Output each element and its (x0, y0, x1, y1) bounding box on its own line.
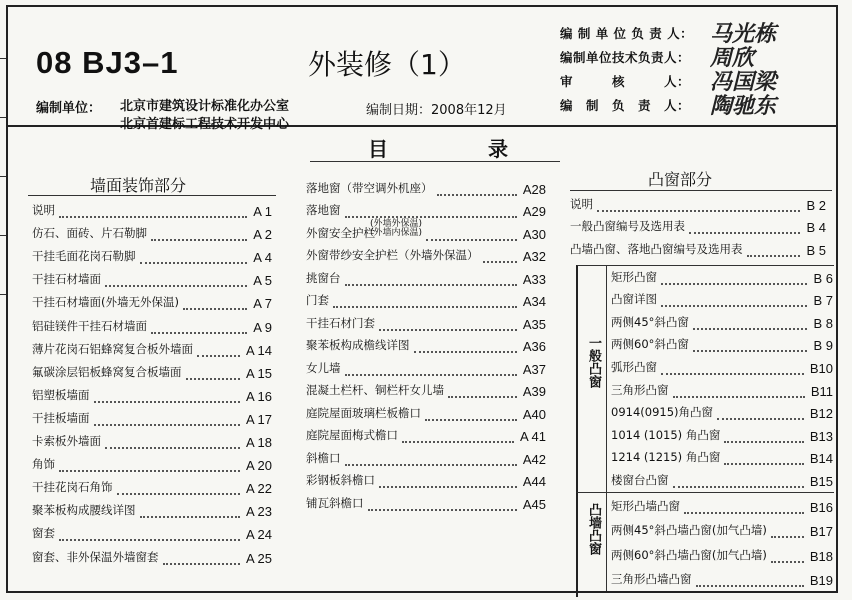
leader-dots (597, 209, 800, 212)
signature-row (560, 19, 830, 47)
unit-name-1: 北京市建筑设计标准化办公室 (120, 99, 290, 114)
toc-entry-title: 聚苯板构成腰线详图 (32, 503, 136, 518)
toc-entry-page: A 24 (245, 527, 272, 543)
toc-entry-page: A37 (522, 361, 546, 377)
leader-dots (59, 469, 240, 472)
handwritten-signature: 周欣 (710, 45, 755, 71)
leader-dots (483, 260, 517, 263)
toc-entry-title: 矩形凸窗 (611, 269, 657, 284)
toc-entry-title: 斜檐口 (306, 450, 341, 465)
toc-entry (306, 219, 546, 245)
toc-entry-title: 铝塑板墙面 (32, 387, 90, 402)
toc-entry-title: 说明 (32, 203, 55, 218)
signature-role: 编制单位技术负责人： (560, 50, 691, 65)
leader-dots (448, 395, 517, 398)
leader-dots (379, 485, 517, 488)
leader-dots (183, 307, 247, 310)
leader-dots (724, 462, 804, 465)
leader-dots (661, 282, 807, 285)
toc-entry-title: 门套 (306, 293, 329, 307)
toc-entry (32, 453, 272, 476)
toc-entry (611, 469, 833, 492)
toc-entry-title: 楼窗台凸窗 (611, 472, 669, 487)
toc-entry-title: 铺瓦斜檐口 (306, 495, 364, 510)
toc-entry-title: 卡索板外墙面 (32, 434, 101, 449)
signature-role: 审 核 人： (560, 74, 691, 89)
toc-entry-page: A 1 (253, 204, 272, 220)
handwritten-signature: 马光栋 (710, 21, 777, 47)
general-bay-group (576, 265, 834, 492)
toc-entry-title: 0914(0915)角凸窗 (611, 405, 714, 420)
toc-entry (32, 291, 272, 314)
toc-entry-title: 干挂石材墙面(外墙无外保温) (32, 295, 179, 310)
leader-dots (105, 284, 247, 287)
leader-dots (117, 492, 240, 495)
leader-dots (163, 562, 240, 565)
toc-entry (306, 200, 546, 223)
toc-entry (611, 356, 833, 379)
toc-entry-title: 聚苯板构成檐线详图 (306, 338, 410, 352)
toc-entry (306, 447, 546, 470)
wall-toc-list (32, 199, 272, 569)
leader-dots (151, 331, 247, 334)
toc-entry-page: A 16 (245, 388, 272, 404)
toc-entry-page: A29 (522, 204, 546, 219)
toc-entry (611, 518, 833, 543)
toc-entry-page: A 17 (245, 411, 272, 427)
toc-entry (611, 402, 833, 425)
toc-entry (306, 177, 546, 200)
handwritten-signature: 冯国梁 (710, 69, 777, 95)
toc-entry (32, 545, 272, 568)
toc-entry-page: B11 (810, 383, 833, 399)
leader-dots (94, 400, 240, 403)
toc-entry-title: 庭院屋面梅式檐口 (306, 428, 398, 442)
leader-dots (345, 373, 517, 376)
toc-entry-title: 彩钢板斜檐口 (306, 473, 375, 487)
toc-entry-page: A 20 (245, 458, 272, 474)
leader-dots (425, 418, 517, 421)
drawing-frame (6, 5, 838, 593)
signature-role: 编 制 负 责 人： (560, 98, 691, 113)
toc-entry-page: B 8 (813, 315, 833, 331)
toc-entry (570, 193, 826, 216)
leader-dots (717, 417, 804, 420)
group-label: 一般凸窗 (586, 336, 601, 388)
toc-entry-title: 凸窗详图 (611, 292, 657, 307)
toc-entry (32, 199, 272, 222)
toc-entry-title: 一般凸窗编号及选用表 (570, 219, 685, 234)
toc-entry-title: 女儿墙 (306, 360, 341, 375)
toc-entry-page: B14 (809, 451, 833, 467)
bay-heading-rule (570, 190, 832, 191)
unit-name-2: 北京首建标工程技术开发中心 (120, 117, 290, 132)
toc-entry-page: A34 (522, 294, 546, 309)
toc-title-rule (310, 161, 560, 162)
toc-entry (32, 268, 272, 291)
leader-dots (661, 304, 807, 307)
toc-entry-page: B 7 (813, 293, 833, 309)
toc-entry-page: B17 (809, 524, 833, 539)
toc-entry (611, 493, 833, 518)
signature-row (560, 43, 830, 71)
group-label: 凸墙凸窗 (586, 503, 601, 555)
toc-entry (32, 361, 272, 384)
leader-dots (151, 238, 247, 241)
toc-entry (306, 492, 546, 515)
atlas-title: 外装修（1） (308, 48, 466, 81)
toc-entry (306, 380, 546, 403)
toc-entry-title: 三角形凸窗 (611, 382, 669, 397)
toc-entry-page: A 14 (245, 342, 272, 358)
toc-entry-page: B16 (809, 499, 833, 515)
bay-general-toc-list (570, 193, 826, 261)
toc-entry-page: A28 (522, 181, 546, 197)
toc-entry-title: 矩形凸墙凸窗 (611, 498, 680, 513)
toc-entry-page: B19 (809, 573, 833, 588)
leader-dots (673, 485, 804, 488)
toc-entry-page: B12 (809, 406, 833, 422)
toc-entry-page: A 18 (245, 435, 272, 451)
leader-dots (345, 463, 517, 466)
toc-title: 目 录 (368, 137, 548, 161)
toc-entry (32, 476, 272, 499)
leader-dots (684, 511, 804, 514)
toc-entry-title: 落地窗（带空调外机座） (306, 180, 433, 195)
toc-entry-page: A42 (522, 451, 546, 467)
toc-entry (306, 402, 546, 425)
toc-entry-page: B18 (809, 548, 833, 564)
leader-dots (661, 372, 804, 375)
leader-dots (693, 327, 807, 330)
toc-entry-title: 干挂石材墙面 (32, 272, 101, 287)
toc-entry-page: A36 (522, 339, 546, 354)
toc-entry-page: A 7 (253, 296, 272, 312)
signature-row (560, 67, 830, 95)
toc-entry (611, 266, 833, 289)
leader-dots (771, 535, 804, 538)
toc-entry-title: 说明 (570, 196, 593, 211)
toc-entry-title: 窗套 (32, 526, 55, 541)
toc-entry-page: B13 (809, 428, 833, 444)
toc-entry (306, 267, 546, 290)
toc-entry (611, 567, 833, 592)
leader-dots (673, 395, 805, 398)
toc-entry (32, 245, 272, 268)
toc-entry-page: A39 (522, 384, 546, 399)
leader-dots (59, 538, 240, 541)
toc-entry-title: 弧形凸窗 (611, 359, 657, 374)
toc-entry-page: A 41 (519, 429, 546, 444)
toc-entry-page: A44 (522, 474, 546, 489)
toc-entry-page: B15 (809, 473, 833, 489)
leader-dots (414, 350, 517, 353)
toc-entry (306, 335, 546, 358)
toc-entry-title: 干挂花岗石角饰 (32, 480, 113, 495)
leader-dots (140, 261, 247, 264)
toc-entry-page: B 4 (806, 220, 826, 236)
handwritten-signature: 陶驰东 (710, 93, 777, 119)
toc-entry (32, 384, 272, 407)
toc-entry-page: B10 (809, 360, 833, 376)
toc-entry (306, 425, 546, 448)
wall-section-heading: 墙面装饰部分 (90, 176, 187, 195)
leader-dots (747, 254, 800, 257)
toc-entry-title: 外窗安全护栏 (306, 225, 375, 240)
leader-dots (724, 440, 804, 443)
bay-section-heading: 凸窗部分 (648, 170, 713, 189)
leader-dots (345, 283, 517, 286)
toc-entry-page: B 6 (813, 270, 833, 286)
toc-entry-page: A40 (522, 406, 546, 422)
toc-entry-page: A35 (522, 316, 546, 332)
toc-entry (306, 245, 546, 268)
toc-entry-title: 两侧60°斜凸窗 (611, 337, 689, 352)
toc-entry-title: 混凝土栏杆、铜栏杆女儿墙 (306, 383, 444, 397)
toc-entry-title: 落地窗 (306, 203, 341, 217)
toc-entry-title: 干挂板墙面 (32, 410, 90, 425)
toc-entry (611, 542, 833, 567)
toc-entry-title: 两侧45°斜凸窗 (611, 314, 689, 329)
toc-entry (32, 430, 272, 453)
leader-dots (368, 508, 517, 511)
toc-entry (570, 216, 826, 239)
toc-entry-title: 外窗带纱安全护栏（外墙外保温） (306, 248, 479, 262)
toc-entry (611, 289, 833, 312)
unit-label: 编制单位： (36, 101, 102, 116)
toc-entry (611, 379, 833, 402)
toc-entry (306, 357, 546, 380)
wall-heading-rule (28, 195, 276, 196)
toc-entry-page: B 5 (806, 242, 826, 258)
toc-entry-page: A32 (522, 249, 546, 264)
toc-entry (611, 424, 833, 447)
leader-dots (696, 584, 804, 587)
toc-entry-page: A 25 (245, 550, 272, 566)
toc-entry-page: A 22 (245, 481, 272, 497)
toc-entry (306, 290, 546, 313)
toc-entry-note-line: (外墙内保温) (370, 228, 423, 238)
toc-entry-page: A 4 (253, 250, 272, 266)
toc-entry (611, 334, 833, 357)
toc-entry-page: A 23 (245, 504, 272, 520)
toc-entry-title: 凸墙凸窗、落地凸窗编号及选用表 (570, 241, 743, 256)
leader-dots (689, 231, 800, 234)
leader-dots (197, 354, 240, 357)
toc-entry-page: B 9 (813, 338, 833, 354)
leader-dots (140, 515, 240, 518)
leader-dots (105, 446, 240, 449)
toc-entry-note-line: (外墙外保温) (370, 219, 423, 229)
toc-entry (32, 499, 272, 522)
toc-entry-title: 仿石、面砖、片石勒脚 (32, 226, 147, 241)
toc-entry (611, 311, 833, 334)
toc-entry-title: 两侧45°斜凸墙凸窗(加气凸墙) (611, 523, 767, 537)
facade-toc-list (306, 177, 546, 515)
toc-entry-title: 窗套、非外保温外墙窗套 (32, 549, 159, 564)
toc-entry-title: 庭院屋面玻璃栏板檐口 (306, 405, 421, 420)
toc-entry-page: A 2 (253, 227, 272, 243)
toc-entry (32, 314, 272, 337)
wall-bay-toc-list (606, 493, 833, 591)
toc-entry-page: A33 (522, 271, 546, 287)
leader-dots (693, 349, 807, 352)
leader-dots (426, 238, 517, 241)
protruding-wall-bay-group (576, 492, 834, 597)
leader-dots (437, 193, 517, 196)
toc-entry-title: 角饰 (32, 457, 55, 472)
toc-entry-title: 三角形凸墙凸窗 (611, 572, 692, 586)
leader-dots (345, 215, 517, 218)
toc-entry-title: 1014 (1015) 角凸窗 (611, 427, 721, 442)
toc-entry (570, 238, 826, 261)
leader-dots (59, 215, 247, 218)
toc-entry-title: 挑窗台 (306, 270, 341, 285)
signature-row (560, 91, 830, 119)
toc-entry-title: 1214 (1215) 角凸窗 (611, 450, 721, 465)
leader-dots (186, 377, 240, 380)
title-block (8, 7, 836, 132)
toc-entry-page: A 15 (245, 365, 272, 381)
toc-entry (32, 522, 272, 545)
toc-entry-page: A45 (522, 496, 546, 512)
toc-entry (306, 312, 546, 335)
leader-dots (333, 305, 517, 308)
toc-entry-title: 干挂毛面花岗石勒脚 (32, 249, 136, 264)
signature-block (560, 19, 830, 119)
leader-dots (94, 423, 240, 426)
toc-entry-title: 氟碳涂层铝板蜂窝复合板墙面 (32, 364, 182, 379)
toc-entry (32, 222, 272, 245)
leader-dots (402, 440, 514, 443)
toc-entry-title: 两侧60°斜凸墙凸窗(加气凸墙) (611, 547, 767, 562)
general-bay-toc-list (606, 266, 833, 492)
toc-entry (306, 470, 546, 493)
toc-entry (32, 338, 272, 361)
toc-entry-note (370, 220, 422, 238)
signature-role: 编 制 单 位 负 责 人： (560, 26, 694, 41)
toc-entry (611, 447, 833, 470)
toc-entry-title: 薄片花岗石铝蜂窝复合板外墙面 (32, 341, 193, 356)
leader-dots (771, 560, 804, 563)
toc-entry-page: A 5 (253, 273, 272, 289)
toc-entry-title: 铝硅镁件干挂石材墙面 (32, 318, 147, 333)
toc-entry-page: A 9 (253, 319, 272, 335)
toc-entry-page: A30 (522, 226, 546, 242)
toc-entry-title: 干挂石材门套 (306, 315, 375, 330)
compile-date: 编制日期：2008年12月 (366, 103, 507, 118)
toc-entry (32, 407, 272, 430)
atlas-code: 08 BJ3–1 (36, 45, 179, 80)
toc-entry-page: B 2 (806, 197, 826, 213)
leader-dots (379, 328, 517, 331)
